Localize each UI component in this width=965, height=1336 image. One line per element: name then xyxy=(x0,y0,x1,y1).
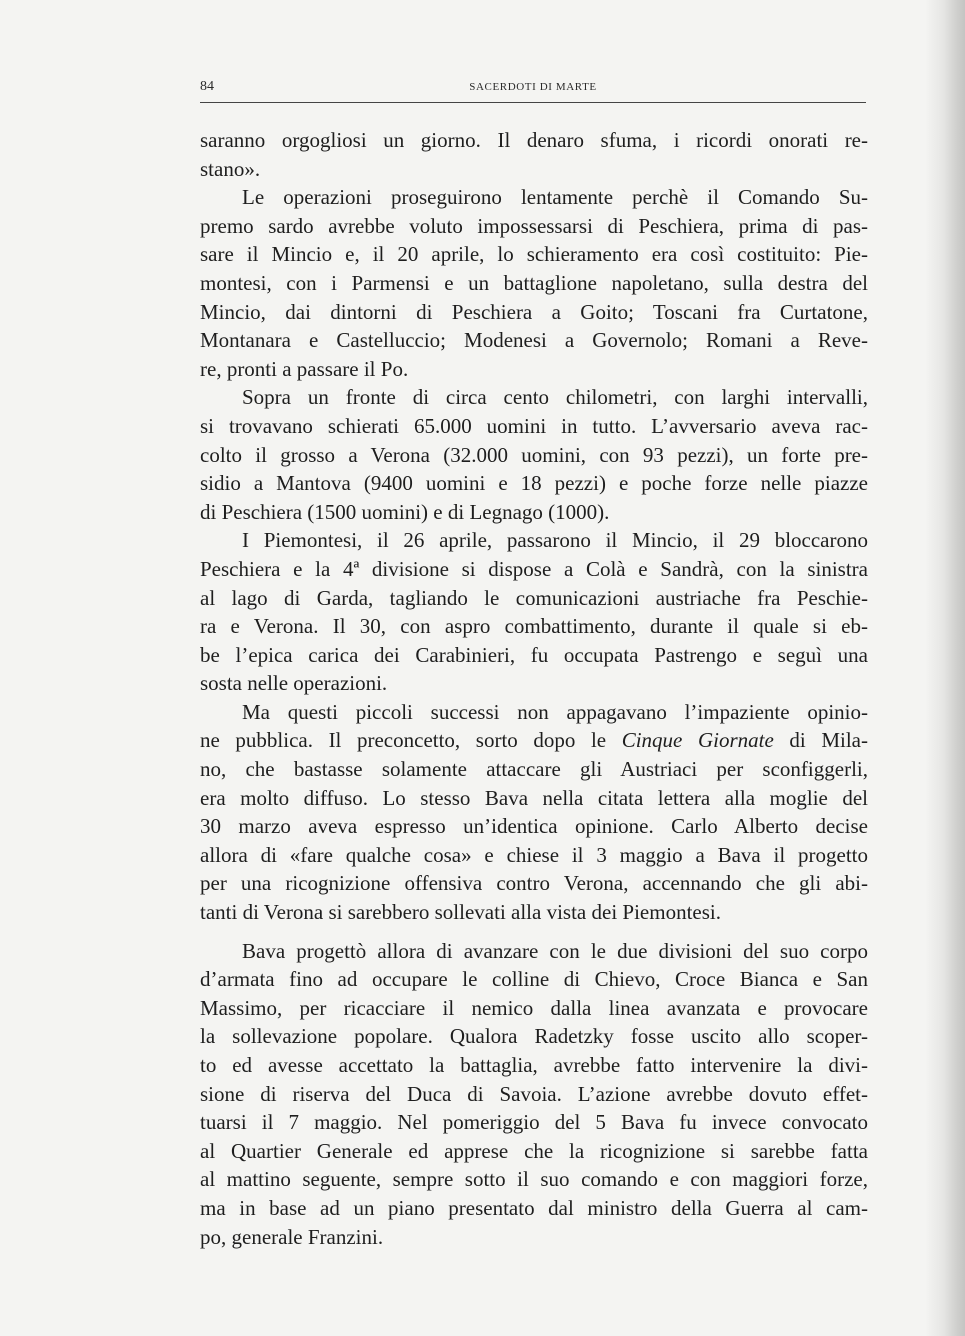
page-edge-shadow xyxy=(925,0,965,1336)
text-segment: di Mila- xyxy=(773,728,868,753)
text-line: Peschiera e la 4ª divisione si dispose a Colà e Sandrà, con la sinistra xyxy=(200,556,868,581)
text-line: Massimo, per ricacciare il nemico dalla linea avanzata e provocare xyxy=(200,995,868,1020)
text-line: sare il Mincio e, il 20 aprile, lo schieramento era così costituito: Pie- xyxy=(200,242,868,267)
text-line: d’armata fino ad occupare le colline di Chievo, Croce Bianca e San xyxy=(200,967,868,992)
text-line: be l’epica carica dei Carabinieri, fu occupata Pastrengo e seguì una xyxy=(200,642,868,667)
text-line: ra e Verona. Il 30, con aspro combattimento, durante il quale si eb- xyxy=(200,614,868,639)
text-line: sosta nelle operazioni. xyxy=(200,671,388,696)
text-line: premo sardo avrebbe voluto impossessarsi di Peschiera, prima di pas- xyxy=(200,213,868,238)
text-line: Montanara e Castelluccio; Modenesi a Governolo; Romani a Reve- xyxy=(200,328,868,353)
text-line: al mattino seguente, sempre sotto il suo comando e con maggiori forze, xyxy=(200,1167,868,1192)
text-line: sidio a Mantova (9400 uomini e 18 pezzi) e poche forze nelle piazze xyxy=(200,471,868,496)
text-line: si trovavano schierati 65.000 uomini in tutto. L’avversario aveva rac- xyxy=(200,413,868,438)
body-text xyxy=(200,126,868,1251)
text-line: re, pronti a passare il Po. xyxy=(200,356,409,381)
text-line-with-italic xyxy=(200,726,868,755)
paragraph-6 xyxy=(200,937,868,1252)
paragraph-3 xyxy=(200,383,868,526)
text-line: per una ricognizione offensiva contro Verona, accennando che gli abi- xyxy=(200,871,868,896)
running-header xyxy=(200,78,866,103)
text-line: I Piemontesi, il 26 aprile, passarono il Mincio, il 29 bloccarono xyxy=(242,528,868,553)
text-line: to ed avesse accettato la battaglia, avrebbe fatto intervenire la divi- xyxy=(200,1053,868,1077)
text-line: tanti di Verona si sarebbero sollevati alla vista dei Piemontesi. xyxy=(200,900,721,925)
text-line: Mincio, dai dintorni di Peschiera a Goito; Toscani fra Curtatone, xyxy=(200,299,868,324)
text-line: no, che bastasse solamente attaccare gli Austriaci per sconfiggerli, xyxy=(200,757,868,782)
text-line: la sollevazione popolare. Qualora Radetzky fosse uscito allo scoper- xyxy=(200,1024,868,1049)
paragraph-1 xyxy=(200,126,868,183)
text-line: al Quartier Generale ed apprese che la ricognizione si sarebbe fatta xyxy=(200,1138,868,1163)
text-line: 30 marzo aveva espresso un’identica opinione. Carlo Alberto decise xyxy=(200,814,868,839)
text-line: al lago di Garda, tagliando le comunicazioni austriache fra Peschie- xyxy=(200,585,868,610)
text-line: tuarsi il 7 maggio. Nel pomeriggio del 5 Bava fu invece convocato xyxy=(200,1110,868,1135)
text-line: colto il grosso a Verona (32.000 uomini, con 93 pezzi), un forte pre- xyxy=(200,442,868,467)
text-line: di Peschiera (1500 uomini) e di Legnago (1000). xyxy=(200,499,610,524)
text-line: era molto diffuso. Lo stesso Bava nella citata lettera alla moglie del xyxy=(200,785,868,810)
paragraph-5 xyxy=(200,698,868,927)
text-line: sione di riserva del Duca di Savoia. L’azione avrebbe dovuto effet- xyxy=(200,1081,868,1106)
text-line: Le operazioni proseguirono lentamente perchè il Comando Su- xyxy=(242,185,868,210)
text-line: po, generale Franzini. xyxy=(200,1224,384,1249)
text-line: Bava progettò allora di avanzare con le due divisioni del suo corpo xyxy=(242,938,868,963)
text-line: Sopra un fronte di circa cento chilometri, con larghi intervalli, xyxy=(242,385,868,410)
italic-title: Cinque Giornate xyxy=(621,728,774,753)
paragraph-2 xyxy=(200,183,868,383)
paragraph-4 xyxy=(200,526,868,698)
text-line: montesi, con i Parmensi e un battaglione napoletano, sulla destra del xyxy=(200,270,868,295)
text-line: stano». xyxy=(200,156,261,181)
text-line: allora di «fare qualche cosa» e chiese il 3 maggio a Bava il progetto xyxy=(200,842,868,867)
text-line: ma in base ad un piano presentato dal ministro della Guerra al cam- xyxy=(200,1195,868,1220)
page-number: 84 xyxy=(200,79,214,94)
text-segment: ne pubblica. Il preconcetto, sorto dopo le xyxy=(200,728,622,753)
running-title: SACERDOTI DI MARTE xyxy=(469,81,597,93)
text-line: saranno orgogliosi un giorno. Il denaro sfuma, i ricordi onorati re- xyxy=(200,128,868,152)
text-line: Ma questi piccoli successi non appagavano l’impaziente opinio- xyxy=(242,699,868,724)
